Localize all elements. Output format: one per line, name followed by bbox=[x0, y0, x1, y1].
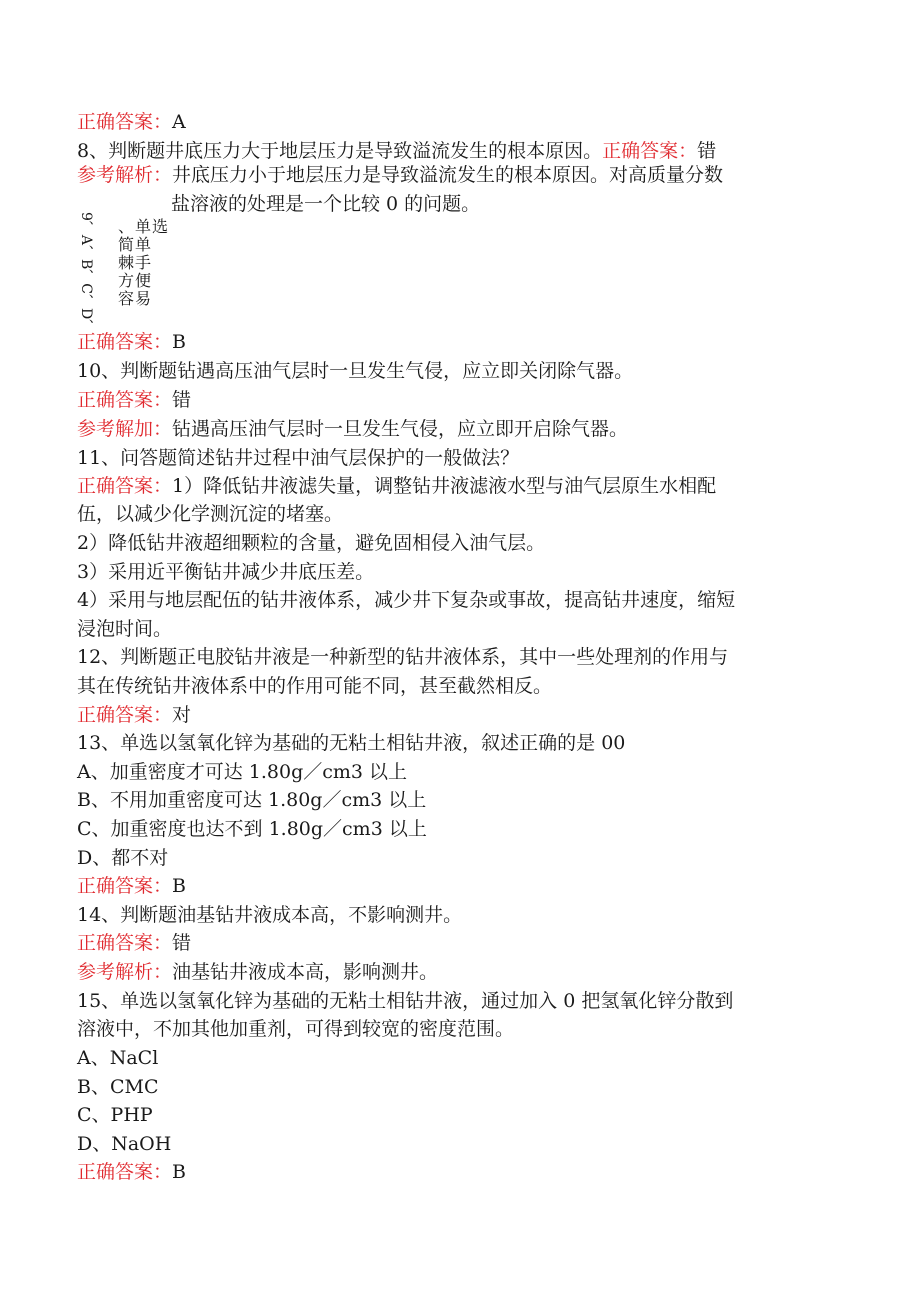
question-text: 13、单选以氢氧化锌为基础的无粘土相钻井液，叙述正确的是 00 bbox=[77, 732, 626, 754]
answer-label: 正确答案： bbox=[77, 932, 173, 954]
answer-text: 伍，以减少化学测沉淀的堵塞。 bbox=[77, 503, 344, 525]
answer-text: 1）降低钻井液滤失量，调整钻井液滤液水型与油气层原生水相配 bbox=[172, 475, 717, 497]
answer-label: 正确答案： bbox=[77, 389, 173, 411]
question-text: 溶液中，不加其他加重剂，可得到较宽的密度范围。 bbox=[77, 1018, 515, 1040]
analysis-text: 油基钻井液成本高，影响测井。 bbox=[172, 961, 439, 983]
answer-label: 正确答案： bbox=[77, 111, 173, 133]
answer-label: 正确答案： bbox=[602, 140, 698, 162]
option-a: 简单 bbox=[118, 235, 153, 254]
answer-value: A bbox=[172, 111, 186, 133]
question-10 bbox=[77, 359, 860, 383]
question-text: 8、判断题井底压力大于地层压力是导致溢流发生的根本原因。 bbox=[77, 140, 603, 162]
answer-text: 2）降低钻井液超细颗粒的含量，避免固相侵入油气层。 bbox=[77, 532, 546, 554]
answer-item-2 bbox=[77, 531, 860, 555]
option-c: 方便 bbox=[118, 271, 153, 290]
question-text: 11、问答题简述钻井过程中油气层保护的一般做法？ bbox=[77, 447, 520, 469]
answer-value: 错 bbox=[172, 389, 192, 411]
answer-text: 3）采用近平衡钻井减少井底压差。 bbox=[77, 561, 375, 583]
question-text: 12、判断题正电胶钻井液是一种新型的钻井液体系，其中一些处理剂的作用与 bbox=[77, 646, 729, 668]
analysis-text: 井底压力小于地层压力是导致溢流发生的根本原因。对高质量分数 bbox=[172, 164, 724, 186]
question-11 bbox=[77, 446, 860, 470]
question-12 bbox=[77, 645, 860, 669]
answer-value: 对 bbox=[172, 704, 192, 726]
option-d: 容易 bbox=[118, 289, 153, 308]
question-12-continuation bbox=[77, 674, 860, 698]
answer-line bbox=[77, 931, 860, 955]
answer-value: B bbox=[172, 875, 186, 897]
option-a bbox=[77, 760, 860, 784]
analysis-continuation bbox=[171, 192, 860, 216]
answer-line bbox=[77, 474, 860, 498]
question-13 bbox=[77, 731, 860, 755]
question-14 bbox=[77, 903, 860, 927]
answer-line bbox=[77, 874, 860, 898]
option-c bbox=[77, 1103, 860, 1127]
option-d bbox=[77, 1132, 860, 1156]
answer-value: 错 bbox=[697, 140, 717, 162]
option-text: B、CMC bbox=[77, 1076, 159, 1098]
question-text: 15、单选以氢氧化锌为基础的无粘土相钻井液，通过加入 0 把氢氧化锌分散到 bbox=[77, 990, 734, 1012]
answer-line bbox=[77, 110, 860, 134]
analysis-label: 参考解析： bbox=[77, 961, 173, 983]
question-9-type: 、单选 bbox=[118, 217, 170, 236]
option-b bbox=[77, 788, 860, 812]
option-text: D、都不对 bbox=[77, 847, 169, 869]
option-d bbox=[77, 846, 860, 870]
answer-value: B bbox=[172, 331, 186, 353]
answer-label: 正确答案： bbox=[77, 331, 173, 353]
question-15-continuation bbox=[77, 1017, 860, 1041]
answer-line bbox=[77, 330, 860, 354]
option-text: D、NaOH bbox=[77, 1133, 172, 1155]
analysis-line bbox=[77, 960, 860, 984]
answer-item-3 bbox=[77, 560, 860, 584]
answer-text: 4）采用与地层配伍的钻井液体系，减少井下复杂或事故，提高钻井速度，缩短 bbox=[77, 589, 736, 611]
analysis-label: 参考解加： bbox=[77, 418, 173, 440]
option-text: A、NaCl bbox=[77, 1047, 159, 1069]
option-b bbox=[77, 1075, 860, 1099]
analysis-line bbox=[77, 417, 860, 441]
analysis-text: 盐溶液的处理是一个比较 0 的问题。 bbox=[171, 193, 481, 215]
answer-line bbox=[77, 388, 860, 412]
answer-label: 正确答案： bbox=[77, 704, 173, 726]
answer-label: 正确答案： bbox=[77, 875, 173, 897]
question-8 bbox=[77, 139, 860, 163]
option-text: C、加重密度也达不到 1.80g／cm3 以上 bbox=[77, 818, 427, 840]
answer-value: 错 bbox=[172, 932, 192, 954]
question-text: 10、判断题钻遇高压油气层时一旦发生气侵，应立即关闭除气器。 bbox=[77, 360, 634, 382]
answer-label: 正确答案： bbox=[77, 475, 173, 497]
answer-item-4 bbox=[77, 588, 860, 612]
answer-continuation bbox=[77, 617, 860, 641]
answer-value: B bbox=[172, 1161, 186, 1183]
option-b: 棘手 bbox=[118, 253, 153, 272]
question-15 bbox=[77, 989, 860, 1013]
question-text: 其在传统钻井液体系中的作用可能不同，甚至截然相反。 bbox=[77, 675, 553, 697]
question-9-number-vertical: 9、A、B、C、D、 bbox=[78, 212, 94, 334]
option-a bbox=[77, 1046, 860, 1070]
option-text: C、PHP bbox=[77, 1104, 153, 1126]
analysis-line bbox=[77, 163, 860, 187]
analysis-text: 钻遇高压油气层时一旦发生气侵，应立即开启除气器。 bbox=[172, 418, 629, 440]
question-text: 14、判断题油基钻井液成本高，不影响测井。 bbox=[77, 904, 463, 926]
option-text: A、加重密度才可达 1.80g／cm3 以上 bbox=[77, 761, 408, 783]
answer-continuation bbox=[77, 502, 860, 526]
option-c bbox=[77, 817, 860, 841]
answer-label: 正确答案： bbox=[77, 1161, 173, 1183]
option-text: B、不用加重密度可达 1.80g／cm3 以上 bbox=[77, 789, 427, 811]
answer-text: 浸泡时间。 bbox=[77, 618, 173, 640]
analysis-label: 参考解析： bbox=[77, 164, 173, 186]
answer-line bbox=[77, 703, 860, 727]
answer-line bbox=[77, 1160, 860, 1184]
